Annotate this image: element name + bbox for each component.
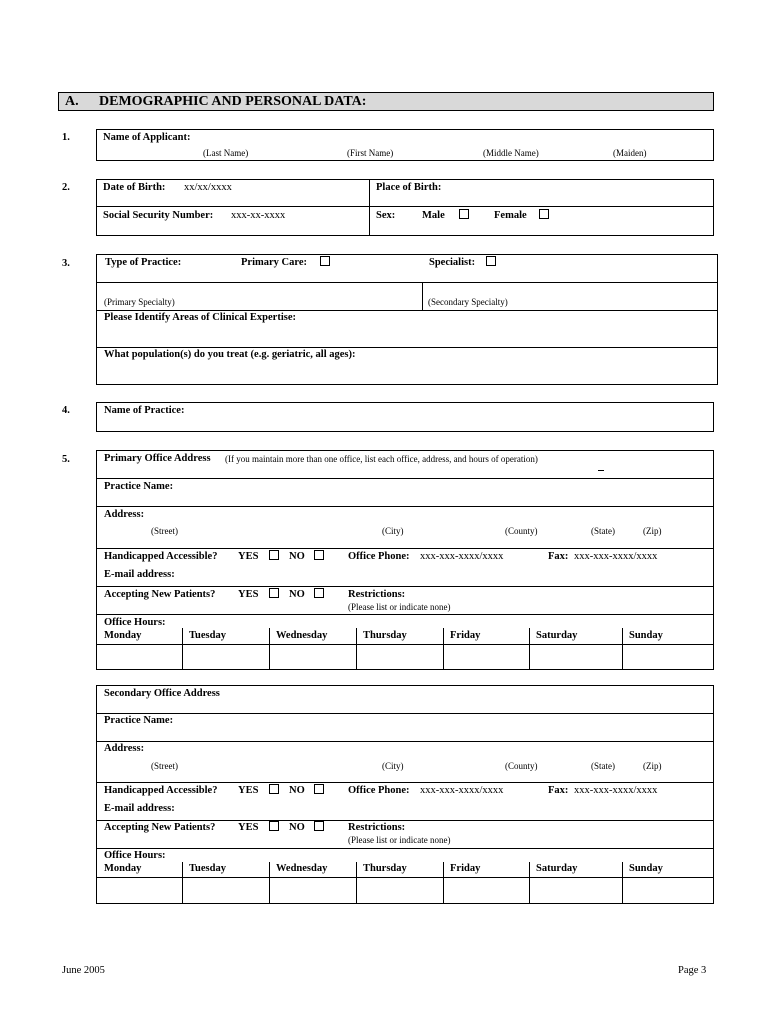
- secondary-accepting-label: Accepting New Patients?: [104, 822, 216, 833]
- footer-page-number: Page 3: [678, 965, 707, 976]
- zip-caption: (Zip): [643, 526, 662, 536]
- secondary-accepting-no-label: NO: [289, 822, 305, 833]
- primary-specialty-caption: (Primary Specialty): [104, 297, 175, 307]
- handicapped-label: Handicapped Accessible?: [104, 551, 218, 562]
- specialist-checkbox[interactable]: [486, 256, 496, 266]
- handicapped-no-checkbox[interactable]: [314, 550, 324, 560]
- male-checkbox[interactable]: [459, 209, 469, 219]
- day-friday: Friday: [450, 630, 481, 641]
- secondary-accepting-yes-checkbox[interactable]: [269, 821, 279, 831]
- office-hours-label: Office Hours:: [104, 617, 166, 628]
- secondary-address-label: Address:: [104, 743, 145, 754]
- secondary-day-friday: Friday: [450, 863, 481, 874]
- day-monday: Monday: [104, 630, 142, 641]
- restrictions-note: (Please list or indicate none): [348, 602, 451, 612]
- dob-value[interactable]: xx/xx/xxxx: [184, 182, 232, 193]
- secondary-day-sunday: Sunday: [629, 863, 663, 874]
- secondary-county-caption: (County): [505, 761, 538, 771]
- secondary-accepting-yes-label: YES: [238, 822, 259, 833]
- secondary-day-monday: Monday: [104, 863, 142, 874]
- secondary-day-wednesday: Wednesday: [276, 863, 328, 874]
- secondary-email-label: E-mail address:: [104, 803, 175, 814]
- secondary-day-saturday: Saturday: [536, 863, 578, 874]
- accepting-no-checkbox[interactable]: [314, 588, 324, 598]
- address-label: Address:: [104, 509, 145, 520]
- dob-label: Date of Birth:: [103, 182, 166, 193]
- street-caption: (Street): [151, 526, 178, 536]
- office-phone-label: Office Phone:: [348, 551, 410, 562]
- secondary-street-caption: (Street): [151, 761, 178, 771]
- accepting-yes-checkbox[interactable]: [269, 588, 279, 598]
- sex-label: Sex:: [376, 210, 396, 221]
- practice-name-label: Practice Name:: [104, 481, 174, 492]
- secondary-office-hours-label: Office Hours:: [104, 850, 166, 861]
- middle-name-caption: (Middle Name): [483, 148, 539, 158]
- q5-number: 5.: [62, 454, 70, 465]
- primary-office-title: Primary Office Address: [104, 453, 211, 464]
- day-sunday: Sunday: [629, 630, 663, 641]
- primary-care-label: Primary Care:: [241, 257, 307, 268]
- secondary-handicapped-label: Handicapped Accessible?: [104, 785, 218, 796]
- secondary-handicapped-yes-label: YES: [238, 785, 259, 796]
- day-wednesday: Wednesday: [276, 630, 328, 641]
- accepting-yes-label: YES: [238, 589, 259, 600]
- q2-number: 2.: [62, 182, 70, 193]
- primary-office-note: (If you maintain more than one office, list each office, address, and hours of operation): [225, 454, 538, 464]
- day-saturday: Saturday: [536, 630, 578, 641]
- office-phone-value[interactable]: xxx-xxx-xxxx/xxxx: [420, 551, 504, 562]
- secondary-handicapped-no-label: NO: [289, 785, 305, 796]
- name-of-practice-label: Name of Practice:: [104, 405, 185, 416]
- county-caption: (County): [505, 526, 538, 536]
- secondary-office-title: Secondary Office Address: [104, 688, 220, 699]
- q1-number: 1.: [62, 132, 70, 143]
- secondary-day-thursday: Thursday: [363, 863, 407, 874]
- handicapped-no-label: NO: [289, 551, 305, 562]
- city-caption: (City): [382, 526, 404, 536]
- section-title: DEMOGRAPHIC AND PERSONAL DATA:: [99, 94, 367, 109]
- secondary-handicapped-yes-checkbox[interactable]: [269, 784, 279, 794]
- day-tuesday: Tuesday: [189, 630, 226, 641]
- specialist-label: Specialist:: [429, 257, 476, 268]
- secondary-office-phone-label: Office Phone:: [348, 785, 410, 796]
- male-label: Male: [422, 210, 445, 221]
- secondary-handicapped-no-checkbox[interactable]: [314, 784, 324, 794]
- restrictions-label: Restrictions:: [348, 589, 406, 600]
- q3-number: 3.: [62, 258, 70, 269]
- secondary-day-tuesday: Tuesday: [189, 863, 226, 874]
- email-label: E-mail address:: [104, 569, 175, 580]
- clinical-expertise-label: Please Identify Areas of Clinical Expertise:: [104, 312, 296, 323]
- q4-number: 4.: [62, 405, 70, 416]
- ssn-value[interactable]: xxx-xx-xxxx: [231, 210, 286, 221]
- secondary-practice-name-label: Practice Name:: [104, 715, 174, 726]
- accepting-no-label: NO: [289, 589, 305, 600]
- secondary-fax-label: Fax:: [548, 785, 569, 796]
- type-of-practice-label: Type of Practice:: [105, 257, 182, 268]
- last-name-caption: (Last Name): [203, 148, 249, 158]
- fax-label: Fax:: [548, 551, 569, 562]
- secondary-office-phone-value[interactable]: xxx-xxx-xxxx/xxxx: [420, 785, 504, 796]
- maiden-name-caption: (Maiden): [613, 148, 647, 158]
- secondary-restrictions-label: Restrictions:: [348, 822, 406, 833]
- section-letter: A.: [65, 94, 79, 109]
- first-name-caption: (First Name): [347, 148, 394, 158]
- name-of-applicant-label: Name of Applicant:: [103, 132, 191, 143]
- secondary-restrictions-note: (Please list or indicate none): [348, 835, 451, 845]
- secondary-fax-value[interactable]: xxx-xxx-xxxx/xxxx: [574, 785, 658, 796]
- handicapped-yes-checkbox[interactable]: [269, 550, 279, 560]
- ssn-label: Social Security Number:: [103, 210, 214, 221]
- name-of-practice-box[interactable]: [96, 402, 714, 432]
- secondary-state-caption: (State): [591, 761, 615, 771]
- state-caption: (State): [591, 526, 615, 536]
- day-thursday: Thursday: [363, 630, 407, 641]
- handicapped-yes-label: YES: [238, 551, 259, 562]
- population-label: What population(s) do you treat (e.g. geriatric, all ages):: [104, 349, 356, 360]
- primary-care-checkbox[interactable]: [320, 256, 330, 266]
- accepting-label: Accepting New Patients?: [104, 589, 216, 600]
- secondary-specialty-caption: (Secondary Specialty): [428, 297, 508, 307]
- female-label: Female: [494, 210, 527, 221]
- secondary-city-caption: (City): [382, 761, 404, 771]
- female-checkbox[interactable]: [539, 209, 549, 219]
- place-of-birth-label: Place of Birth:: [376, 182, 442, 193]
- secondary-accepting-no-checkbox[interactable]: [314, 821, 324, 831]
- section-header: [58, 92, 714, 111]
- secondary-zip-caption: (Zip): [643, 761, 662, 771]
- footer-date: June 2005: [62, 965, 105, 976]
- fax-value[interactable]: xxx-xxx-xxxx/xxxx: [574, 551, 658, 562]
